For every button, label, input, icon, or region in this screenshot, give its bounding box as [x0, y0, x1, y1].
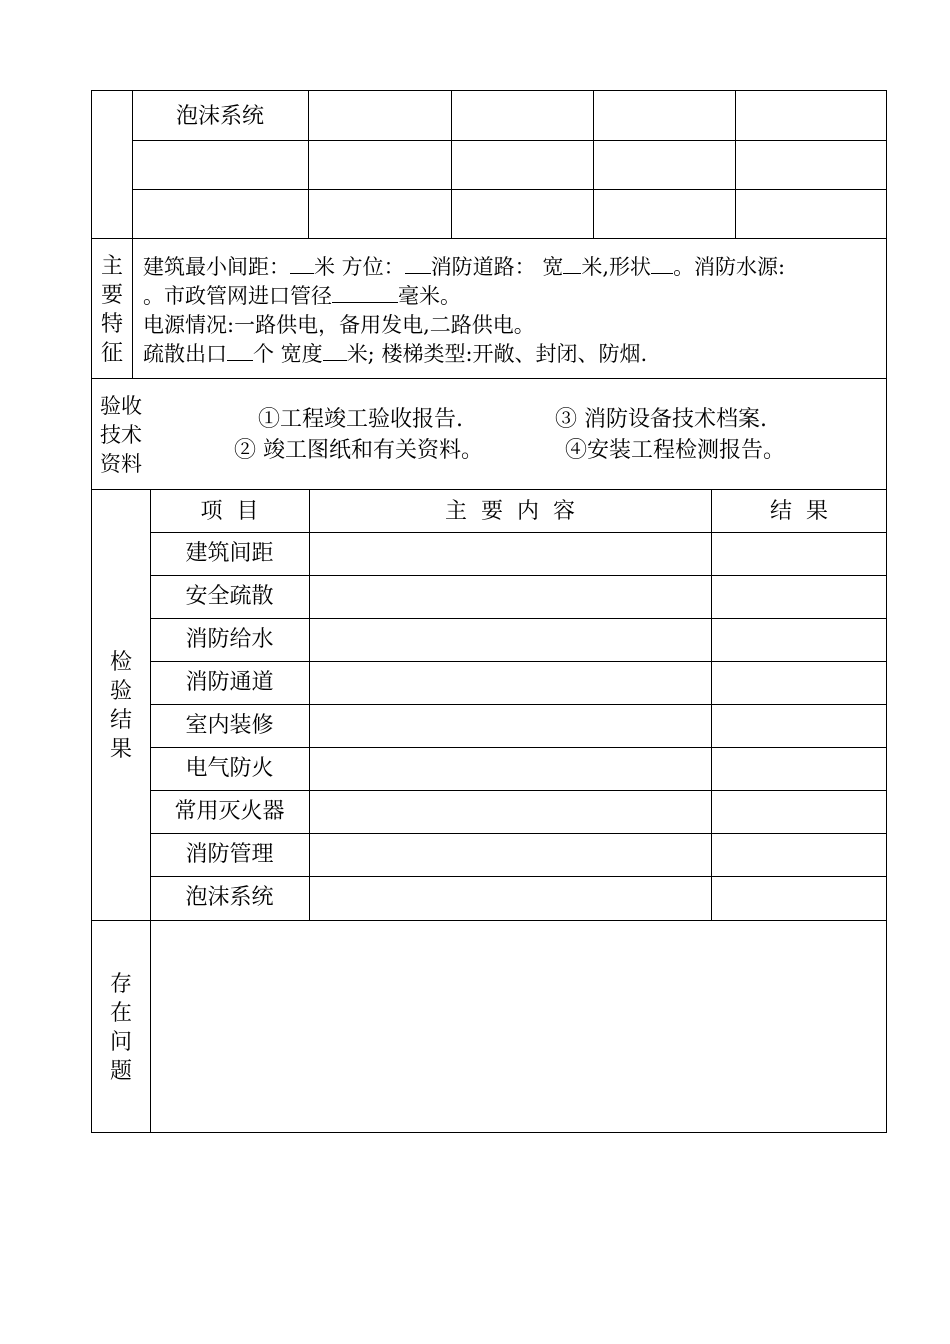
- inspection-content-cell[interactable]: [310, 748, 710, 790]
- tech-doc-item-1: ①工程竣工验收报告.: [258, 407, 463, 432]
- issues-content-area[interactable]: [151, 921, 886, 1132]
- header-item: 项 目: [200, 499, 259, 524]
- issues-label: 存 在 问 题: [109, 972, 132, 1084]
- inspection-content-cell[interactable]: [310, 877, 710, 919]
- main-features-label: 主 要 特 征: [100, 254, 123, 366]
- feature-line-4: 疏散出口 个 宽度 米; 楼梯类型:开敞、封闭、防烟.: [143, 342, 648, 366]
- inspection-result-cell[interactable]: [712, 705, 886, 747]
- inspection-result-cell[interactable]: [712, 877, 886, 919]
- inspection-item: 泡沫系统: [185, 885, 274, 910]
- inspection-item: 建筑间距: [185, 541, 274, 566]
- inspection-content-cell[interactable]: [310, 662, 710, 704]
- inspection-content-cell[interactable]: [310, 705, 710, 747]
- inspection-content-cell[interactable]: [310, 791, 710, 833]
- inspection-result-cell[interactable]: [712, 748, 886, 790]
- tech-doc-item-3: ③ 消防设备技术档案.: [555, 407, 767, 432]
- header-content: 主 要 内 容: [445, 499, 575, 524]
- foam-system-label: 泡沫系统: [175, 104, 264, 129]
- inspection-item: 安全疏散: [185, 584, 274, 609]
- feature-line-3: 电源情况:一路供电，备用发电,二路供电。: [143, 313, 535, 337]
- inspection-result-cell[interactable]: [712, 834, 886, 876]
- inspection-result-cell[interactable]: [712, 791, 886, 833]
- feature-line-1: 建筑最小间距： 米 方位： 消防道路： 宽 米,形状 。消防水源:: [143, 255, 786, 279]
- tech-doc-item-4: ④安装工程检测报告。: [565, 438, 786, 463]
- inspection-result-cell[interactable]: [712, 533, 886, 575]
- inspection-result-cell[interactable]: [712, 619, 886, 661]
- header-result: 结 果: [770, 499, 828, 524]
- inspection-item: 消防通道: [185, 670, 274, 695]
- inspection-content-cell[interactable]: [310, 619, 710, 661]
- inspection-item: 电气防火: [185, 756, 274, 781]
- inspection-label: 检 验 结 果: [109, 650, 132, 762]
- inspection-item: 消防给水: [185, 627, 274, 652]
- inspection-result-cell[interactable]: [712, 576, 886, 618]
- inspection-result-cell[interactable]: [712, 662, 886, 704]
- inspection-content-cell[interactable]: [310, 576, 710, 618]
- feature-line-2: 。市政管网进口管径 毫米。: [143, 284, 461, 308]
- inspection-item: 室内装修: [185, 713, 274, 738]
- tech-doc-item-2: ② 竣工图纸和有关资料。: [234, 438, 483, 463]
- inspection-content-cell[interactable]: [310, 834, 710, 876]
- inspection-content-cell[interactable]: [310, 533, 710, 575]
- inspection-item: 常用灭火器: [174, 799, 285, 824]
- inspection-item: 消防管理: [185, 842, 274, 867]
- tech-docs-label: 验收 技术 资料: [100, 394, 142, 476]
